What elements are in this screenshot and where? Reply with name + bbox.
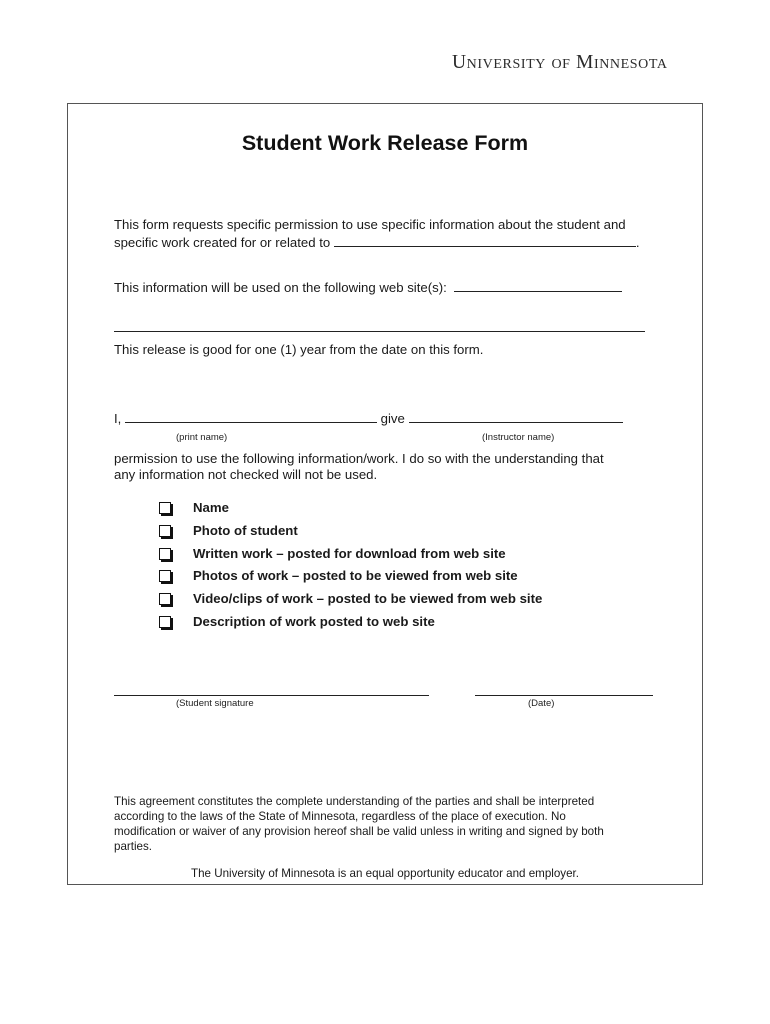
checklist-label: Photos of work – posted to be viewed from web site — [193, 568, 518, 584]
permission-line-2: any information not checked will not be used. — [114, 467, 378, 482]
intro-line-2-prefix: specific work created for or related to — [114, 235, 331, 250]
checklist-item-photos-of-work[interactable] — [159, 568, 579, 591]
checklist-label: Video/clips of work – posted to be viewed from web site — [193, 591, 543, 607]
consent-give: give — [380, 411, 405, 426]
university-logo: University of Minnesota — [452, 52, 668, 73]
legal-line-1: This agreement constitutes the complete understanding of the parties and shall be interpreted — [114, 795, 595, 808]
checklist-item-video-clips[interactable] — [159, 591, 579, 614]
legal-line-3: modification or waiver of any provision hereof shall be valid unless in writing and signed by both — [114, 825, 604, 838]
website-field-1[interactable] — [454, 278, 622, 292]
checkbox-icon[interactable] — [159, 616, 171, 628]
intro-line-2 — [114, 233, 640, 251]
checkbox-icon[interactable] — [159, 593, 171, 605]
print-name-caption: (print name) — [176, 432, 228, 443]
form-title: Student Work Release Form — [241, 131, 529, 155]
checkbox-icon[interactable] — [159, 502, 171, 514]
instructor-name-caption: (Instructor name) — [482, 432, 555, 443]
consent-line — [114, 409, 623, 427]
consent-prefix: I, — [114, 411, 122, 426]
release-duration: This release is good for one (1) year from the date on this form. — [114, 342, 484, 357]
checklist-label: Written work – posted for download from web site — [193, 545, 506, 561]
checklist-label: Description of work posted to web site — [193, 613, 435, 629]
checklist-item-written-work[interactable] — [159, 546, 579, 569]
checkbox-icon[interactable] — [159, 548, 171, 560]
related-work-field[interactable] — [334, 233, 636, 247]
checklist-label: Photo of student — [193, 522, 298, 538]
website-prompt-line — [114, 278, 622, 296]
intro-line-2-suffix: . — [635, 235, 640, 250]
permission-checklist — [159, 500, 579, 637]
checkbox-icon[interactable] — [159, 525, 171, 537]
instructor-name-field[interactable] — [409, 409, 623, 423]
website-prompt: This information will be used on the following web site(s): — [114, 280, 447, 295]
date-caption: (Date) — [528, 698, 555, 709]
checklist-item-description-of-work[interactable] — [159, 614, 579, 637]
legal-line-2: according to the laws of the State of Minnesota, regardless of the place of execution. No — [114, 810, 566, 823]
student-signature-caption: (Student signature — [176, 698, 254, 709]
permission-line-1: permission to use the following information/work. I do so with the understanding that — [114, 451, 604, 466]
legal-line-4: parties. — [114, 840, 153, 853]
date-field[interactable] — [475, 695, 653, 696]
eeo-statement: The University of Minnesota is an equal opportunity educator and employer. — [191, 867, 579, 880]
checkbox-icon[interactable] — [159, 570, 171, 582]
intro-line-1: This form requests specific permission to use specific information about the student and — [114, 217, 626, 232]
legal-agreement — [114, 794, 604, 854]
form-frame — [67, 103, 703, 885]
student-signature-field[interactable] — [114, 695, 429, 696]
checklist-item-name[interactable] — [159, 500, 579, 523]
checklist-item-photo-of-student[interactable] — [159, 523, 579, 546]
checklist-label: Name — [193, 500, 229, 515]
website-field-2[interactable] — [114, 331, 645, 332]
print-name-field[interactable] — [125, 409, 377, 423]
